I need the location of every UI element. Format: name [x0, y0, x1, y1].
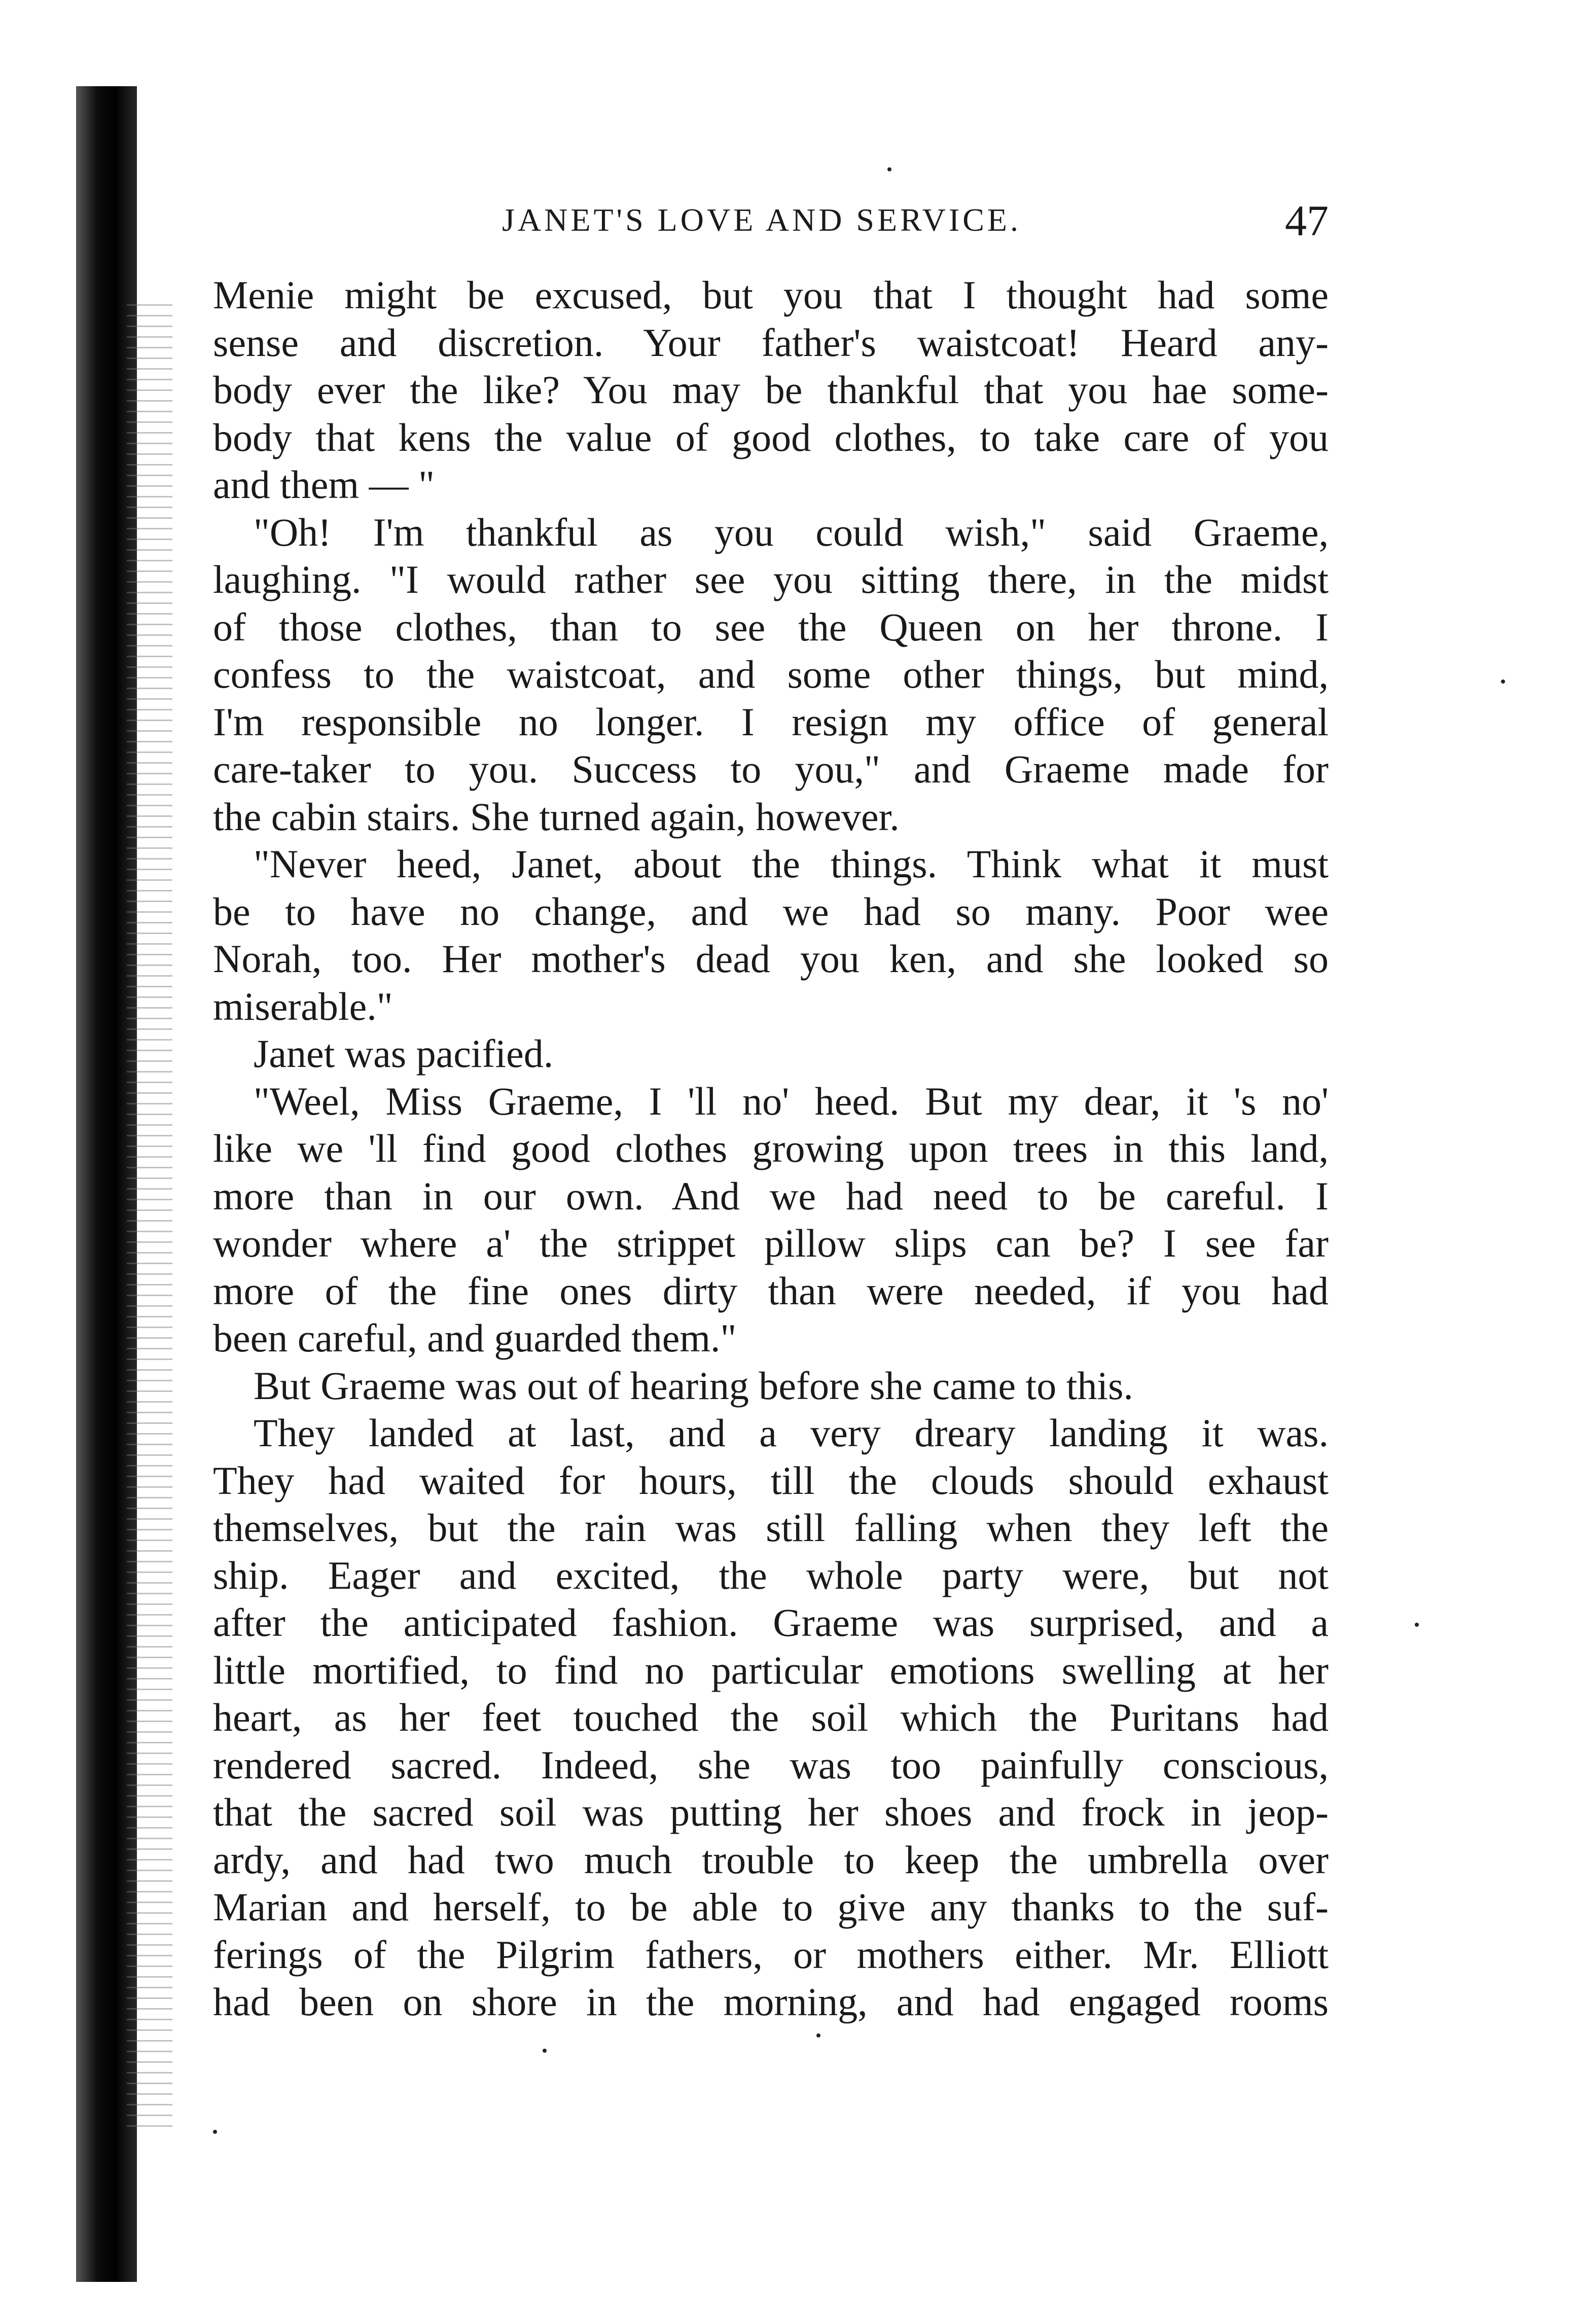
page-number: 47 [1285, 196, 1329, 245]
text-line: miserable." [213, 984, 393, 1028]
text-line: confess to the waistcoat, and some other things, but mind, [213, 652, 1329, 696]
text-line: ferings of the Pilgrim fathers, or mothers either. Mr. Elliott [213, 1932, 1329, 1977]
text-line: little mortified, to find no particular emotions swelling at her [213, 1648, 1329, 1692]
text-line: "Never heed, Janet, about the things. Think what it must [254, 842, 1329, 886]
binding-speckle [127, 304, 172, 2130]
text-line: rendered sacred. Indeed, she was too painfully conscious, [213, 1742, 1329, 1787]
text-line: like we 'll find good clothes growing upon trees in this land, [213, 1126, 1329, 1170]
text-line: that the sacred soil was putting her shoes and frock in jeop- [213, 1790, 1329, 1834]
text-line: themselves, but the rain was still falling when they left the [213, 1506, 1329, 1550]
text-line: Marian and herself, to be able to give any thanks to the suf- [213, 1885, 1329, 1929]
text-line: ardy, and had two much trouble to keep the umbrella over [213, 1837, 1329, 1882]
scan-speck [213, 2130, 217, 2134]
text-line: and them — " [213, 462, 435, 507]
text-line: "Oh! I'm thankful as you could wish," said Graeme, [254, 510, 1329, 554]
text-line: the cabin stairs. She turned again, however. [213, 794, 900, 839]
text-line: sense and discretion. Your father's waistcoat! Heard any- [213, 320, 1329, 365]
text-line: Janet was pacified. [254, 1031, 554, 1076]
running-title: JANET'S LOVE AND SERVICE. [502, 202, 1021, 238]
text-line: body that kens the value of good clothes, to take care of you [213, 415, 1329, 459]
text-line: "Weel, Miss Graeme, I 'll no' heed. But my dear, it 's no' [254, 1079, 1329, 1123]
text-line: Menie might be excused, but you that I thought had some [213, 273, 1329, 317]
text-line: after the anticipated fashion. Graeme was surprised, and a [213, 1600, 1329, 1644]
text-line: of those clothes, than to see the Queen on her throne. I [213, 604, 1329, 649]
text-line: been careful, and guarded them." [213, 1316, 737, 1360]
text-line: They had waited for hours, till the clouds should exhaust [213, 1458, 1329, 1503]
text-line: heart, as her feet touched the soil which the Puritans had [213, 1695, 1329, 1739]
scan-speck [1501, 680, 1505, 684]
scan-speck [816, 2033, 820, 2037]
text-line: more of the fine ones dirty than were needed, if you had [213, 1268, 1329, 1313]
text-line: ship. Eager and excited, the whole party were, but not [213, 1553, 1329, 1597]
scan-speck [1415, 1623, 1419, 1627]
running-head [213, 195, 1329, 246]
text-line: Norah, too. Her mother's dead you ken, and she looked so [213, 937, 1329, 981]
text-line: body ever the like? You may be thankful that you hae some- [213, 368, 1329, 412]
text-line: had been on shore in the morning, and had engaged rooms [213, 1980, 1329, 2024]
text-line: be to have no change, and we had so many. Poor wee [213, 889, 1329, 934]
text-line: I'm responsible no longer. I resign my office of general [213, 699, 1329, 744]
text-line: wonder where a' the strippet pillow slips can be? I see far [213, 1221, 1329, 1265]
body-text [213, 271, 1329, 2026]
text-line: more than in our own. And we had need to be careful. I [213, 1173, 1329, 1218]
text-line: care-taker to you. Success to you," and Graeme made for [213, 747, 1329, 791]
scan-speck [887, 167, 891, 171]
scan-speck [543, 2049, 547, 2053]
text-line: laughing. "I would rather see you sitting there, in the midst [213, 557, 1329, 601]
text-line: But Graeme was out of hearing before she came to this. [254, 1363, 1133, 1408]
text-line: They landed at last, and a very dreary landing it was. [254, 1411, 1329, 1455]
